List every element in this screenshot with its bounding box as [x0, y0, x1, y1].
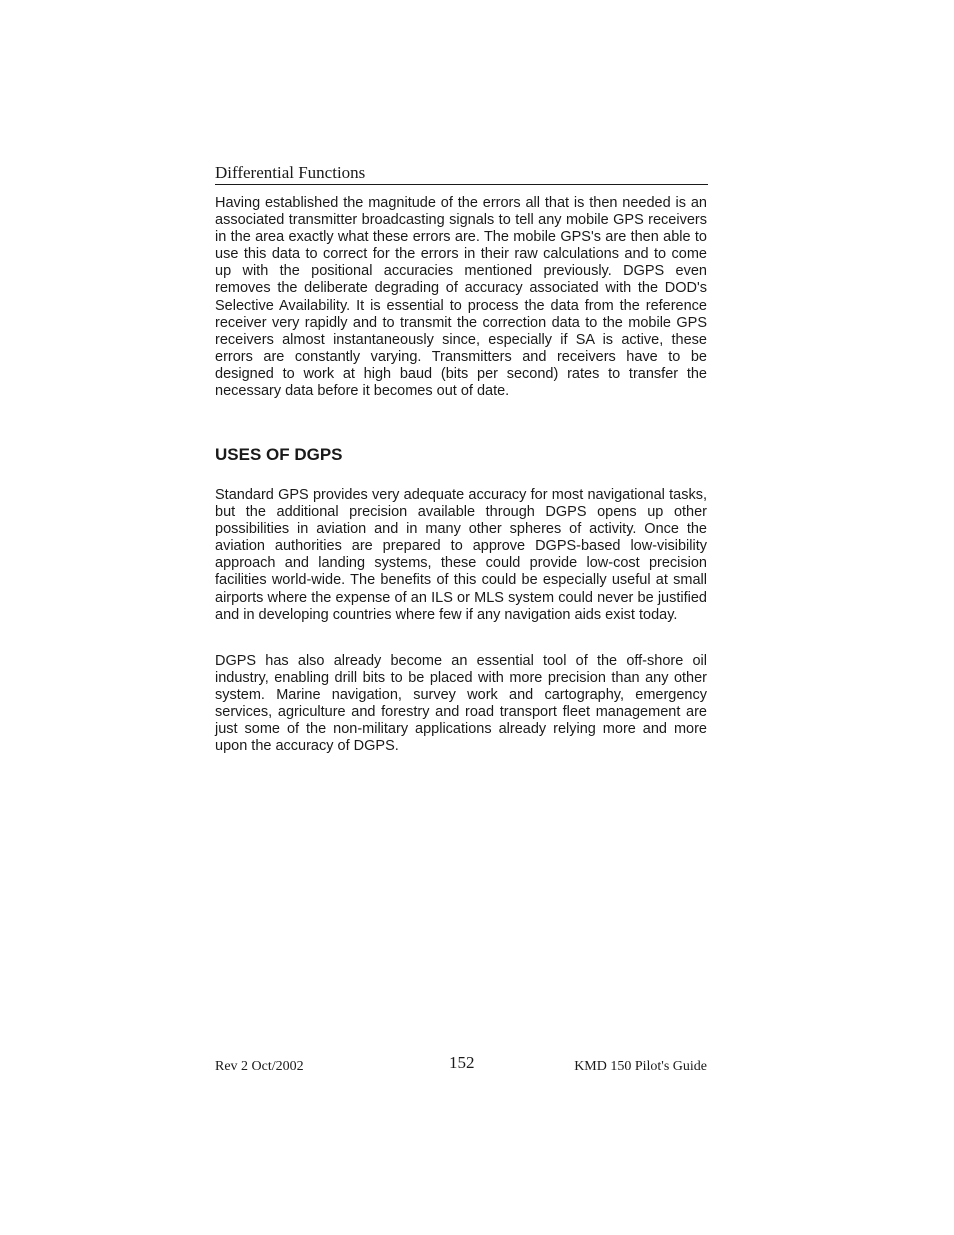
- heading-uses-of-dgps: USES OF DGPS: [215, 445, 343, 464]
- section-header-title: Differential Functions: [215, 163, 366, 182]
- document-page: [215, 0, 708, 1235]
- paragraph-differential-functions: Having established the magnitude of the errors all that is then needed is an associated transmitter broadcasting signals to tell any mobile GPS receivers in the area exactly what these errors are. The mobile GPS's are then able to use this data to correct for the errors in their raw calculations and to come up with the positional accuracies mentioned previously. DGPS even removes the deliberate degrading of accuracy associated with the DOD's Selective Availability. It is essential to process the data from the reference receiver very rapidly and to transmit the correction data to the mobile GPS receivers almost instantaneously since, especially if SA is active, these errors are constantly varying. Transmitters and receivers have to be designed to work at high baud (bits per second) rates to transfer the necessary data before it becomes out of date.: [215, 195, 707, 400]
- paragraph-uses-aviation: Standard GPS provides very adequate accuracy for most navigational tasks, but the additional precision available through DGPS opens up other possibilities in aviation and in many other spheres of activity. Once the aviation authorities are prepared to approve DGPS-based low-visibility approach and landing systems, these could provide low-cost precision facilities world-wide. The benefits of this could be especially useful at small airports where the expense of an ILS or MLS system could never be justified and in developing countries where few if any navigation aids exist today.: [215, 487, 707, 623]
- footer-revision: Rev 2 Oct/2002: [215, 1059, 304, 1074]
- paragraph-uses-industry: DGPS has also already become an essential tool of the off-shore oil industry, enabling drill bits to be placed with more precision than any other system. Marine navigation, survey work and cartography, emergency services, agriculture and forestry and road transport fleet management are just some of the non-military applications already relying more and more upon the accuracy of DGPS.: [215, 653, 707, 755]
- section-header: [215, 162, 708, 185]
- footer-page-number: 152: [449, 1053, 475, 1072]
- footer-guide-title: KMD 150 Pilot's Guide: [574, 1059, 707, 1074]
